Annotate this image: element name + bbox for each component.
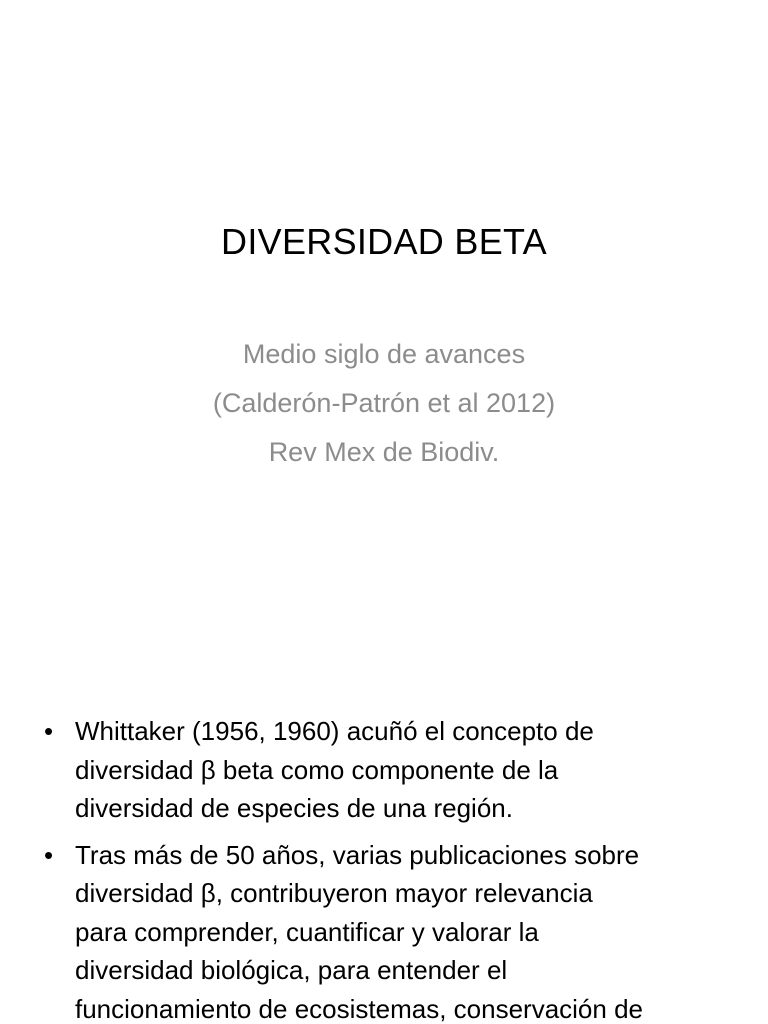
- subtitle-line: (Calderón-Patrón et al 2012): [212, 388, 556, 418]
- bullet-dot-icon: •: [44, 839, 54, 870]
- bullet-line: para comprender, cuantificar y valorar la: [75, 916, 539, 947]
- bullet-list: [44, 712, 744, 1024]
- bullet-line: Whittaker (1956, 1960) acuñó el concepto de: [75, 716, 594, 746]
- bullet-line: diversidad de especies de una región.: [75, 793, 513, 823]
- bullet-dot-icon: •: [44, 716, 54, 746]
- bullet-line: diversidad β, contribuyeron mayor relevancia: [75, 878, 593, 908]
- slide-title: DIVERSIDAD BETA: [221, 221, 547, 262]
- bullet-line: diversidad biológica, para entender el: [75, 955, 508, 985]
- bullet-item: [44, 836, 744, 1024]
- slide-subtitle: [0, 330, 768, 477]
- bullet-line: funcionamiento de ecosistemas, conservación de: [75, 993, 643, 1024]
- subtitle-line: Rev Mex de Biodiv.: [268, 437, 500, 467]
- bullet-item: [44, 712, 744, 828]
- bullet-line: diversidad β beta como componente de la: [75, 754, 559, 785]
- content-slide: [0, 576, 768, 1024]
- bullet-line: Tras más de 50 años, varias publicaciones sobre: [75, 839, 640, 870]
- subtitle-line: Medio siglo de avances: [242, 339, 526, 369]
